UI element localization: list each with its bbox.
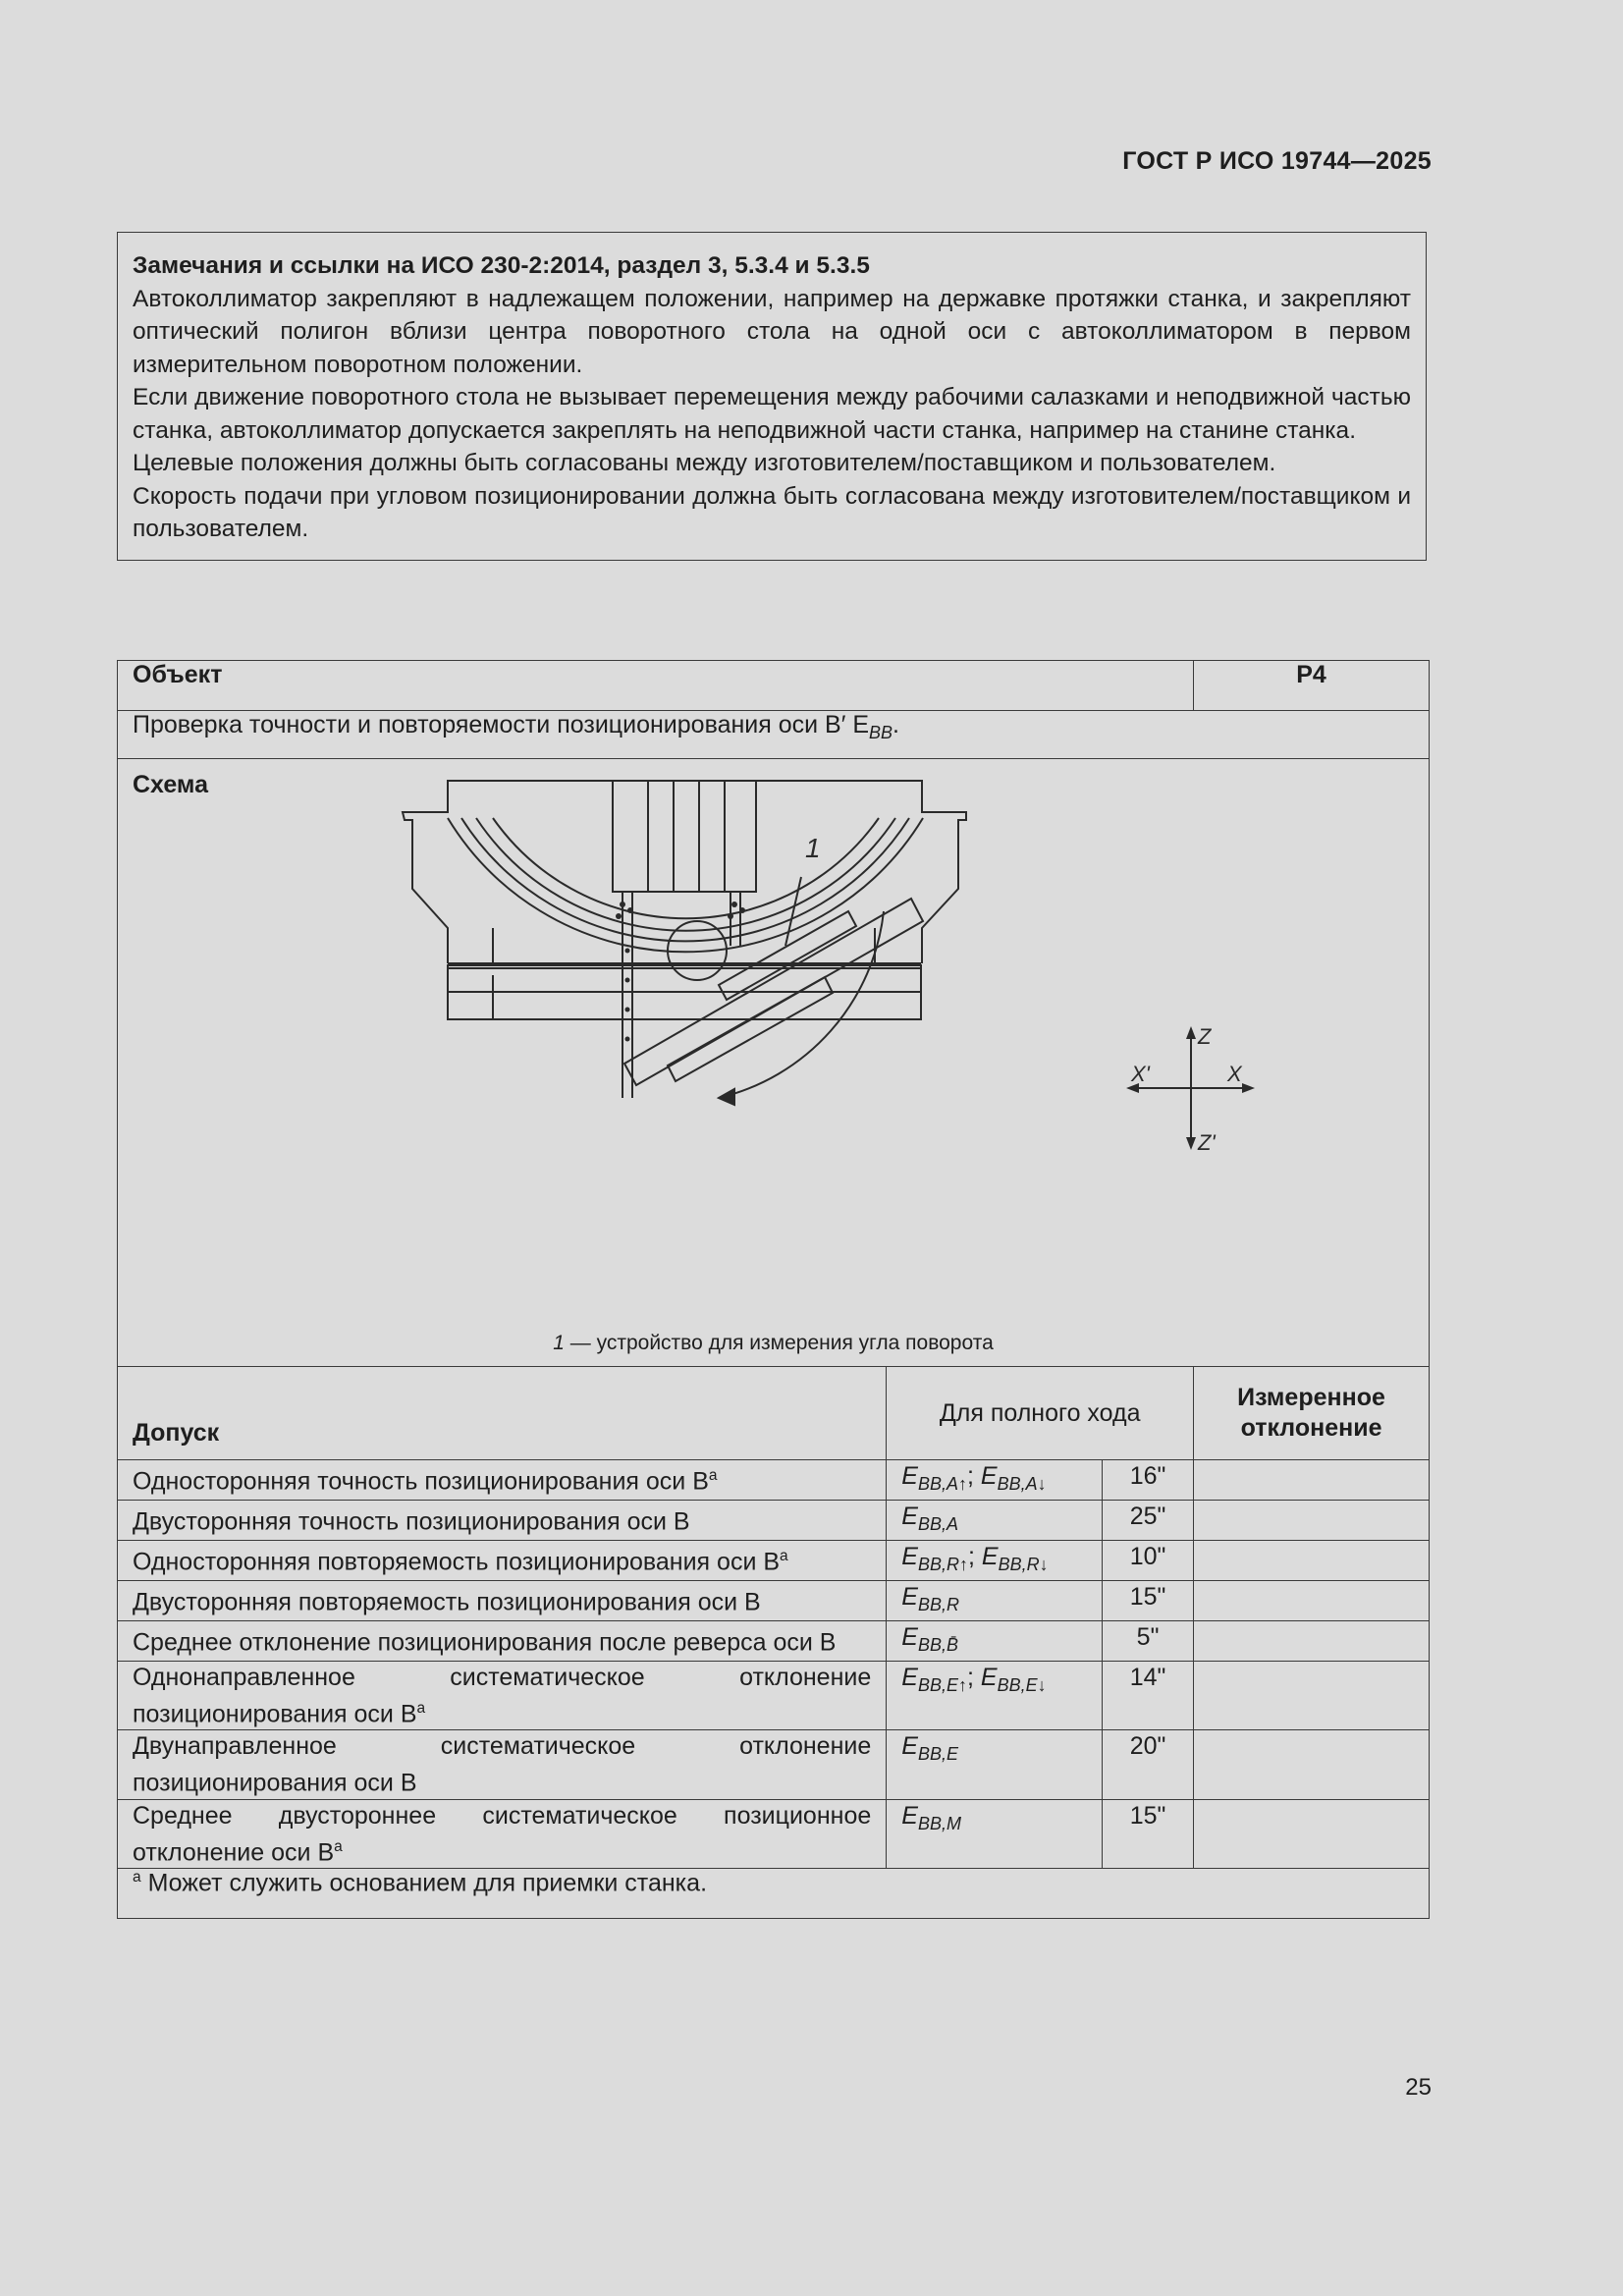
table-row: Односторонняя точность позиционирования оси $B^a$ $E_{BB,A↑}$; $E_{BB,A↓}$ 16"	[118, 1460, 1430, 1501]
notes-paragraph: Скорость подачи при угловом позиционировании должна быть согласована между изготовителем/поставщиком и пользователем.	[133, 482, 1411, 542]
callout-1: 1	[805, 833, 821, 863]
table-row: Двусторонняя точность позиционирования оси B $E_{BB,A}$ 25"	[118, 1501, 1430, 1541]
axis-z-label: Z	[1198, 1024, 1212, 1049]
machine-schematic	[118, 759, 1429, 1366]
footnote: $^a$ Может служить основанием для приемки станка.	[118, 1868, 1430, 1918]
table-row: Двунаправленное систематическое отклонение позиционирования оси B $E_{BB,E}$ 20"	[118, 1730, 1430, 1799]
measured-value-cell	[1194, 1621, 1430, 1662]
full-stroke-header: Для полного хода	[887, 1367, 1194, 1460]
table-row: Среднее отклонение позиционирования после реверса оси B $E_{BB,B̄}$ 5"	[118, 1621, 1430, 1662]
schema-caption: 1 — устройство для измерения угла поворота	[553, 1332, 994, 1354]
document-id: ГОСТ Р ИСО 19744—2025	[1122, 147, 1432, 175]
axis-z-neg-label: Z'	[1198, 1130, 1216, 1155]
measured-value-cell	[1194, 1460, 1430, 1501]
object-code: P4	[1194, 661, 1430, 711]
check-description: Проверка точности и повторяемости позиционирования оси B′ $E_{BB}$.	[118, 711, 1430, 759]
measured-deviation-header: Измеренное отклонение	[1194, 1367, 1430, 1460]
measured-value-cell	[1194, 1541, 1430, 1581]
notes-title: Замечания и ссылки на ИСО 230-2:2014, раздел 3, 5.3.4 и 5.3.5	[133, 252, 870, 279]
notes-box	[117, 232, 1427, 561]
notes-paragraph: Автоколлиматор закрепляют в надлежащем положении, например на державке протяжки станка, и закрепляют оптический полигон вблизи центра поворотного стола на одной оси с автоколлиматором в первом измерительном поворотном положении.	[133, 285, 1411, 378]
table-row: Однонаправленное систематическое отклонение позиционирования оси $B^a$ $E_{BB,E↑}$; $E_{BB,E↓}$ 14"	[118, 1662, 1430, 1730]
table-row: Среднее двустороннее систематическое позиционное отклонение оси $B^a$ $E_{BB,M}$ 15"	[118, 1799, 1430, 1868]
page-number: 25	[1405, 2074, 1432, 2101]
test-table	[117, 660, 1430, 1919]
object-label: Объект	[118, 661, 1194, 711]
schema-cell	[118, 759, 1430, 1367]
notes-paragraph: Целевые положения должны быть согласованы между изготовителем/поставщиком и пользователем.	[133, 450, 1276, 476]
schema-label: Схема	[133, 771, 208, 798]
axis-x-neg-label: X'	[1131, 1062, 1150, 1086]
measured-value-cell	[1194, 1730, 1430, 1799]
measured-value-cell	[1194, 1662, 1430, 1730]
tolerance-header: Допуск	[118, 1367, 887, 1460]
measured-value-cell	[1194, 1501, 1430, 1541]
notes-paragraph: Если движение поворотного стола не вызывает перемещения между рабочими салазками и неподвижной частью станка, автоколлиматор допускается закреплять на неподвижной части станка, например на станине станка.	[133, 384, 1411, 444]
measured-value-cell	[1194, 1799, 1430, 1868]
measured-value-cell	[1194, 1581, 1430, 1621]
table-row: Двусторонняя повторяемость позиционирования оси B $E_{BB,R}$ 15"	[118, 1581, 1430, 1621]
axis-x-label: X	[1227, 1062, 1242, 1086]
table-row: Односторонняя повторяемость позиционирования оси $B^a$ $E_{BB,R↑}$; $E_{BB,R↓}$ 10"	[118, 1541, 1430, 1581]
